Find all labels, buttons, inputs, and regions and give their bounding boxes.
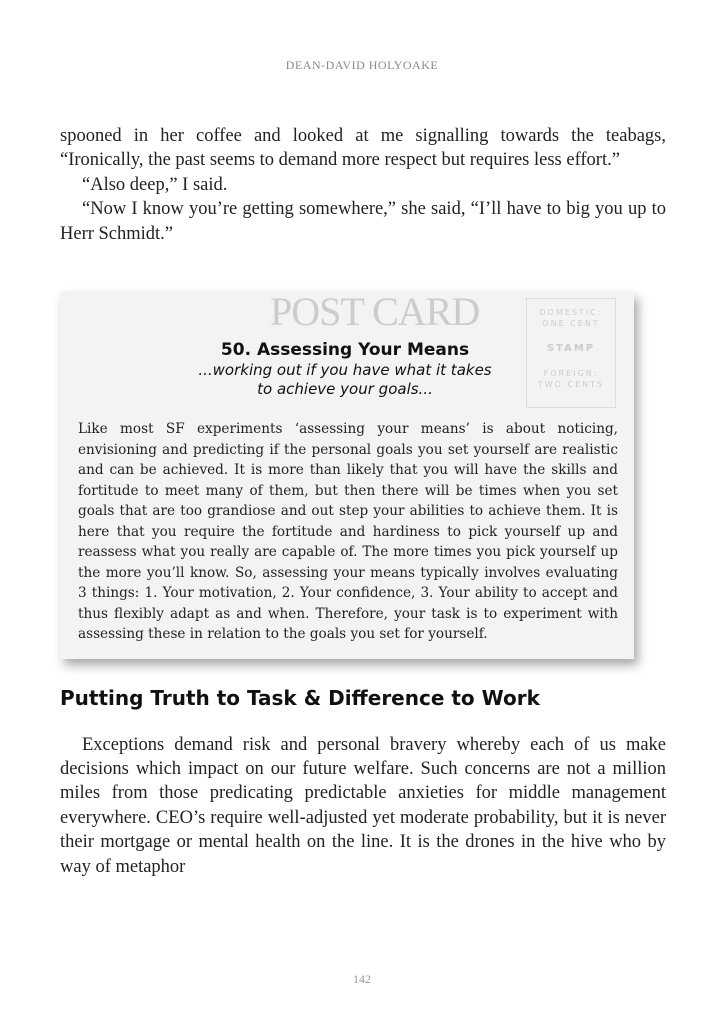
- stamp-text: FOREIGN:: [543, 369, 599, 378]
- running-head: DEAN-DAVID HOLYOAKE: [285, 58, 439, 72]
- subtitle-line: ...working out if you have what it takes: [198, 361, 492, 379]
- page-number: 142: [353, 972, 371, 986]
- paragraph: spooned in her coffee and looked at me signalling towards the teabags, “Ironically, the past seems to demand more respect but requires less effort.”: [60, 126, 666, 171]
- stamp-text: ONE CENT: [542, 319, 600, 328]
- paragraph: Exceptions demand risk and personal bravery whereby each of us make decisions which impact on our future welfare. Such concerns are not a million miles from those predicating predictable anxieties for middle management everywhere. CEO’s require well-adjusted yet moderate probability, but it is never their mortgage or mental health on the line. It is the drones in the hive who by way of metaphor: [60, 734, 666, 877]
- section-heading: Putting Truth to Task & Difference to Work: [60, 685, 540, 710]
- postcard-box: [60, 289, 634, 659]
- top-text: [60, 124, 666, 246]
- postcard-body: Like most SF experiments ‘assessing your means’ is about noticing, envisioning and predicting if the personal goals you set yourself are realistic and can be achieved. It is more than likely that you will have the skills and fortitude to meet many of them, but then there will be times when you set goals that are too grandiose and out step your abilities to achieve them. It is here that you require the fortitude and hardiness to pick yourself up and reassess what you really are capable of. The more times you pick yourself up the more you’ll know. So, assessing your means typically involves evaluating 3 things: 1. Your motivation, 2. Your confidence, 3. Your ability to accept and thus flexibly adapt as and when. Therefore, your task is to experiment with assessing these in relation to the goals you set for yourself.: [78, 421, 618, 642]
- paragraph: “Now I know you’re getting somewhere,” she said, “I’ll have to big you up to Herr Schmidt.”: [60, 199, 666, 244]
- stamp-box: [526, 298, 616, 408]
- postcard-title: 50. Assessing Your Means: [220, 340, 470, 360]
- stamp-text: STAMP: [546, 343, 596, 354]
- stamp-text: TWO CENTS: [537, 380, 605, 389]
- paragraph: “Also deep,” I said.: [82, 174, 228, 195]
- bottom-text: [60, 733, 666, 879]
- subtitle-line: to achieve your goals...: [257, 380, 433, 398]
- lower-content: [60, 289, 666, 879]
- stamp-text: DOMESTIC:: [539, 308, 603, 317]
- postcard-watermark: POST CARD: [270, 289, 480, 334]
